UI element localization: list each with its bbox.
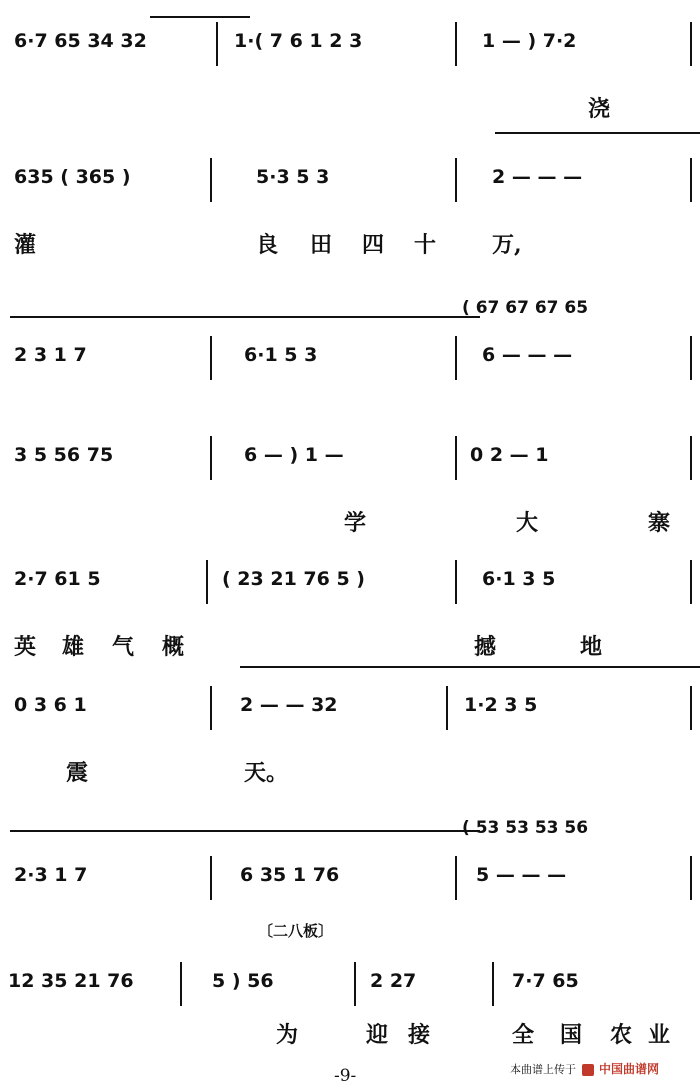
lyric: 迎 xyxy=(366,1022,389,1048)
lyric: 四 xyxy=(362,232,385,258)
barline xyxy=(446,686,448,730)
lyrics-row xyxy=(0,228,700,260)
lyric: 寨 xyxy=(648,510,671,536)
measure: 6 — — — xyxy=(482,344,573,366)
upload-credit[interactable] xyxy=(510,1060,659,1077)
credit-site-link[interactable]: 中国曲谱网 xyxy=(599,1062,660,1076)
lyric: 撼 xyxy=(474,634,497,660)
measure: 2 27 xyxy=(370,970,417,992)
measure: ( 23 21 76 5 ) xyxy=(222,568,365,590)
lyrics-row xyxy=(0,756,700,788)
measure: 6 — ) 1 — xyxy=(244,444,344,466)
lyric: 良 xyxy=(256,232,279,258)
barline xyxy=(690,686,692,730)
measure: 2·3 1 7 xyxy=(14,864,88,886)
site-logo-icon xyxy=(582,1064,594,1076)
lyric: 概 xyxy=(162,634,185,660)
barline xyxy=(455,336,457,380)
measure: 6·7 65 34 32 xyxy=(14,30,147,52)
measure: 3 5 56 75 xyxy=(14,444,114,466)
notes-row xyxy=(0,962,700,1002)
measure: 1·2 3 5 xyxy=(464,694,538,716)
barline xyxy=(455,560,457,604)
measure: 2 — — 32 xyxy=(240,694,338,716)
lyric: 十 xyxy=(414,232,437,258)
lyrics-row xyxy=(0,92,700,124)
notes-row xyxy=(0,856,700,896)
lyric: 农 xyxy=(610,1022,633,1048)
barline xyxy=(690,560,692,604)
barline xyxy=(216,22,218,66)
barline xyxy=(690,22,692,66)
lyric: 接 xyxy=(408,1022,431,1048)
notes-row xyxy=(0,158,700,198)
measure: 1 — ) 7·2 xyxy=(482,30,577,52)
lyric: 天。 xyxy=(244,760,289,786)
lyric: 气 xyxy=(112,634,135,660)
measure: 0 3 6 1 xyxy=(14,694,87,716)
notes-row xyxy=(0,436,700,476)
section-label: 〔二八板〕 xyxy=(258,922,334,940)
slur-line xyxy=(10,316,480,318)
barline xyxy=(455,22,457,66)
lyric: 学 xyxy=(344,510,367,536)
lyric: 英 xyxy=(14,634,37,660)
measure: 635 ( 365 ) xyxy=(14,166,131,188)
barline xyxy=(180,962,182,1006)
measure: 2 — — — xyxy=(492,166,583,188)
slur-line xyxy=(10,830,480,832)
lyrics-row xyxy=(0,1018,700,1050)
lyrics-row xyxy=(0,506,700,538)
lyric: 大 xyxy=(516,510,539,536)
lyrics-row xyxy=(0,630,700,662)
barline xyxy=(690,336,692,380)
lyric: 灌 xyxy=(14,232,37,258)
barline xyxy=(354,962,356,1006)
barline xyxy=(210,856,212,900)
barline xyxy=(210,158,212,202)
intro-notes: ( 67 67 67 65 xyxy=(462,298,589,318)
measure: 2 3 1 7 xyxy=(14,344,87,366)
lyric: 地 xyxy=(580,634,603,660)
credit-text: 本曲谱上传于 xyxy=(510,1063,576,1076)
measure: 6·1 3 5 xyxy=(482,568,556,590)
barline xyxy=(210,336,212,380)
tie-line xyxy=(150,16,250,18)
measure: 6·1 5 3 xyxy=(244,344,318,366)
measure: 0 2 — 1 xyxy=(470,444,549,466)
lyric: 浇 xyxy=(588,96,611,122)
barline xyxy=(690,436,692,480)
measure: 5·3 5 3 xyxy=(256,166,330,188)
slur-line xyxy=(495,132,700,134)
lyric: 田 xyxy=(310,232,333,258)
notes-row xyxy=(0,336,700,376)
measure: 5 ) 56 xyxy=(212,970,274,992)
lyric: 万, xyxy=(492,232,522,258)
page-number: -9- xyxy=(334,1066,357,1086)
barline xyxy=(206,560,208,604)
lyric: 雄 xyxy=(62,634,85,660)
lyric: 为 xyxy=(276,1022,299,1048)
barline xyxy=(455,436,457,480)
notes-row xyxy=(0,22,700,62)
barline xyxy=(210,436,212,480)
measure: 12 35 21 76 xyxy=(8,970,134,992)
barline xyxy=(690,158,692,202)
barline xyxy=(492,962,494,1006)
intro-notes: ( 53 53 53 56 xyxy=(462,818,589,838)
intro-row xyxy=(0,810,700,840)
lyric: 全 xyxy=(512,1022,535,1048)
barline xyxy=(455,158,457,202)
measure: 2·7 61 5 xyxy=(14,568,101,590)
measure: 7·7 65 xyxy=(512,970,579,992)
lyric: 业 xyxy=(648,1022,671,1048)
notes-row xyxy=(0,560,700,600)
barline xyxy=(455,856,457,900)
lyric: 震 xyxy=(66,760,89,786)
measure: 1·( 7 6 1 2 3 xyxy=(234,30,363,52)
slur-line xyxy=(240,666,700,668)
barline xyxy=(690,856,692,900)
barline xyxy=(210,686,212,730)
measure: 5 — — — xyxy=(476,864,567,886)
lyric: 国 xyxy=(560,1022,583,1048)
notes-row xyxy=(0,686,700,726)
measure: 6 35 1 76 xyxy=(240,864,340,886)
